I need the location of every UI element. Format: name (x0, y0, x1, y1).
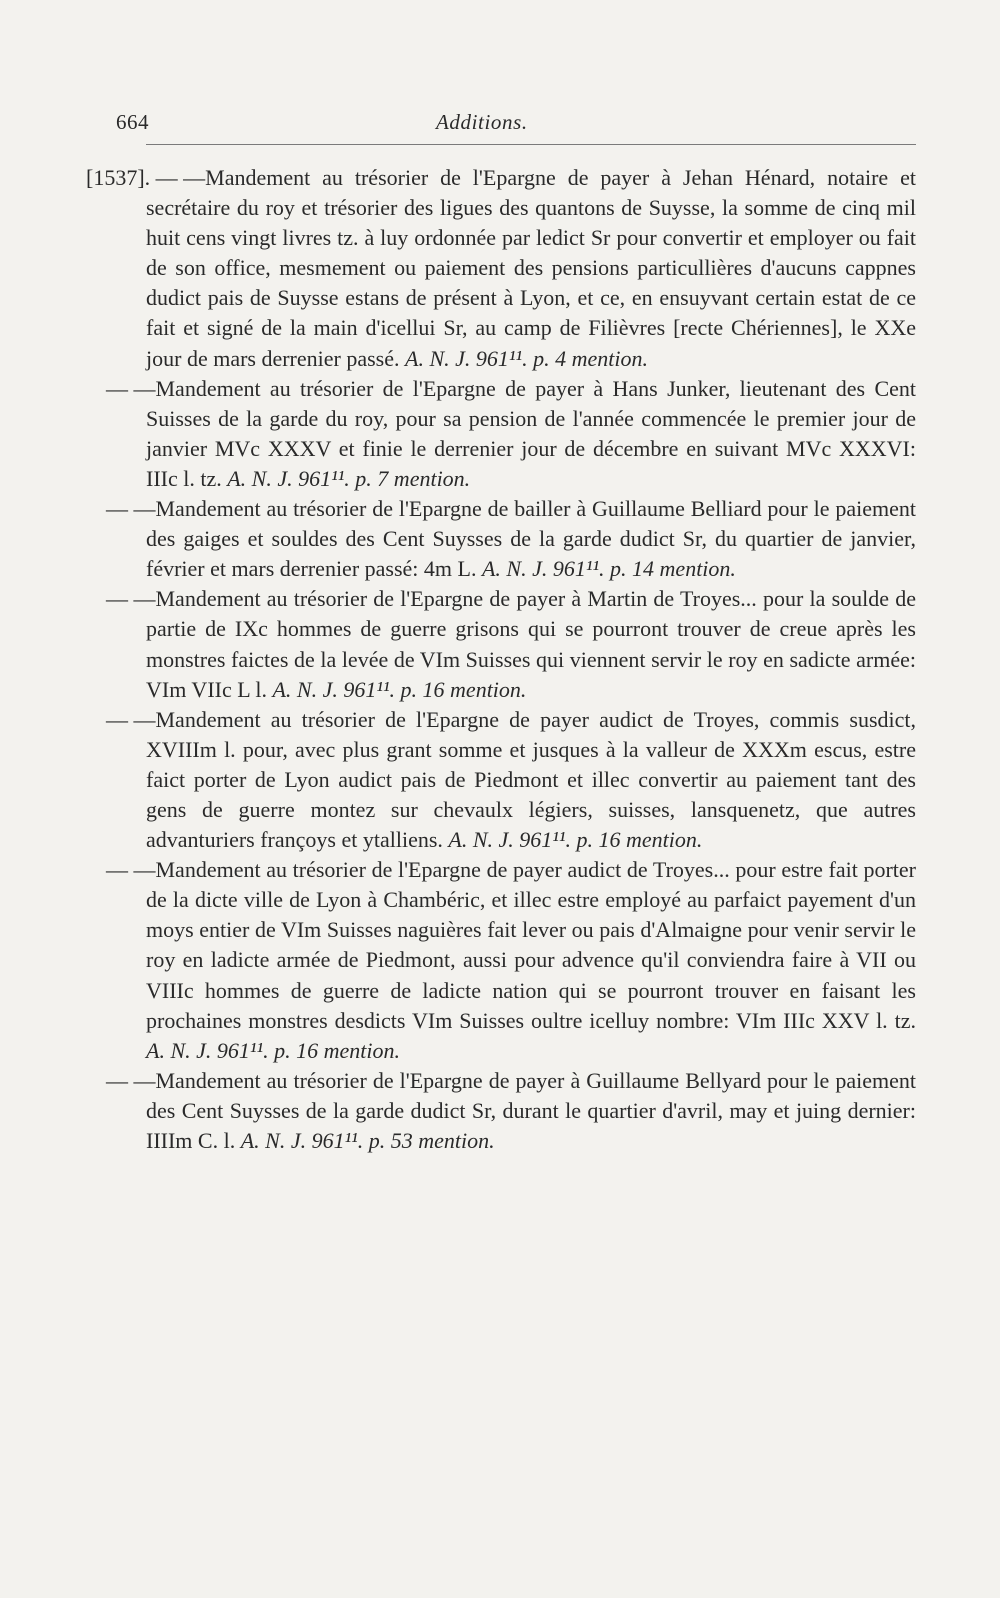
entry-lead: — — (106, 1067, 156, 1093)
entry (106, 855, 916, 1066)
entry-text: Mandement au trésorier de l'Epargne de bailler à Guillaume Belliard pour le paiement des gaiges et souldes des Cent Suysses de la garde dudict Sr, du quartier de janvier, février et mars derrenier passé: 4m L. (146, 496, 916, 582)
entry-text: Mandement au trésorier de l'Epargne de payer à Hans Junker, lieutenant des Cent Suisses de la garde du roy, pour sa pension de l'année commencée le premier jour de janvier MVc XXXV et finie le derrenier jour de décembre en suivant MVc XXXVI: IIIc l. tz. (146, 375, 916, 491)
entry-reference: A. N. J. 961¹¹. p. 16 mention. (448, 827, 703, 853)
entry-lead: — — (106, 496, 156, 522)
page-number: 664 (116, 110, 149, 134)
entry-text: Mandement au trésorier de l'Epargne de payer audict de Troyes... pour estre fait porter de la dicte ville de Lyon à Chambéric, et illec estre employé au parfaict payement d'un moys entier de VIm Suisses naguières fait lever ou pais d'Almaigne pour venir servir le roy en ladicte armée de Piedmont, aussi pour advence qu'il conviendra faire à VII ou VIIIc hommes de guerre de ladicte nation qui se pourront trouver en faisant les prochaines monstres desdicts VIm Suisses oultre icelluy nombre: VIm IIIc XXV l. tz. (146, 857, 916, 1033)
entries-list (86, 163, 916, 1156)
entry-lead: — — (106, 706, 156, 732)
entry (106, 1066, 916, 1156)
entry-lead: — — (106, 375, 156, 401)
entry-reference: A. N. J. 961¹¹. p. 4 mention. (405, 345, 648, 371)
entry (106, 494, 916, 584)
entry-text: Mandement au trésorier de l'Epargne de payer à Guillaume Bellyard pour le paiement des Cent Suysses de la garde dudict Sr, durant le quartier d'avril, may et juing dernier: IIIIm C. l. (146, 1067, 916, 1153)
entry (106, 374, 916, 494)
entry-text: Mandement au trésorier de l'Epargne de payer audict de Troyes, commis susdict, XVIIIm l. pour, avec plus grant somme et jusques à la valleur de XXXm escus, estre faict porter de Lyon audict pais de Piedmont et illec convertir au paiement tant des gens de guerre montez sur chevaulx légiers, suisses, lansquenetz, que autres advanturiers françoys et ytalliens. (146, 706, 916, 853)
entry (106, 705, 916, 855)
document-page (86, 110, 916, 1156)
entry-lead: [1537]. — — (86, 165, 206, 190)
entry-reference: A. N. J. 961¹¹. p. 53 mention. (240, 1128, 495, 1153)
page-header (116, 110, 916, 145)
entry-reference: A. N. J. 961¹¹. p. 16 mention. (146, 1037, 400, 1063)
entry (106, 584, 916, 704)
entry-lead: — — (106, 586, 156, 612)
running-title: Additions. (436, 110, 528, 134)
entry (86, 163, 916, 374)
entry-reference: A. N. J. 961¹¹. p. 7 mention. (227, 465, 471, 491)
entry-reference: A. N. J. 961¹¹. p. 16 mention. (272, 676, 527, 702)
entry-reference: A. N. J. 961¹¹. p. 14 mention. (481, 556, 736, 582)
entry-text: Mandement au trésorier de l'Epargne de payer à Martin de Troyes... pour la soulde de partie de IXc hommes de guerre grisons qui se pourront trouver de creue après les monstres faictes de la levée de VIm Suisses qui viennent servir le roy en sadicte armée: VIm VIIc L l. (146, 586, 916, 702)
entry-lead: — — (106, 857, 156, 883)
entry-text: Mandement au trésorier de l'Epargne de payer à Jehan Hénard, notaire et secrétaire du roy et trésorier des ligues des quantons de Suysse, la somme de cinq mil huit cens vingt livres tz. à luy ordonnée par ledict Sr pour convertir et employer ou fait de son office, mesmement ou paiement des pensions particullières d'aucuns cappnes dudict pais de Suysse estans de présent à Lyon, et ce, en ensuyvant certain estat de ce fait et signé de la main d'icellui Sr, au camp de Filièvres [recte Chériennes], le XXe jour de mars derrenier passé. (146, 165, 916, 371)
